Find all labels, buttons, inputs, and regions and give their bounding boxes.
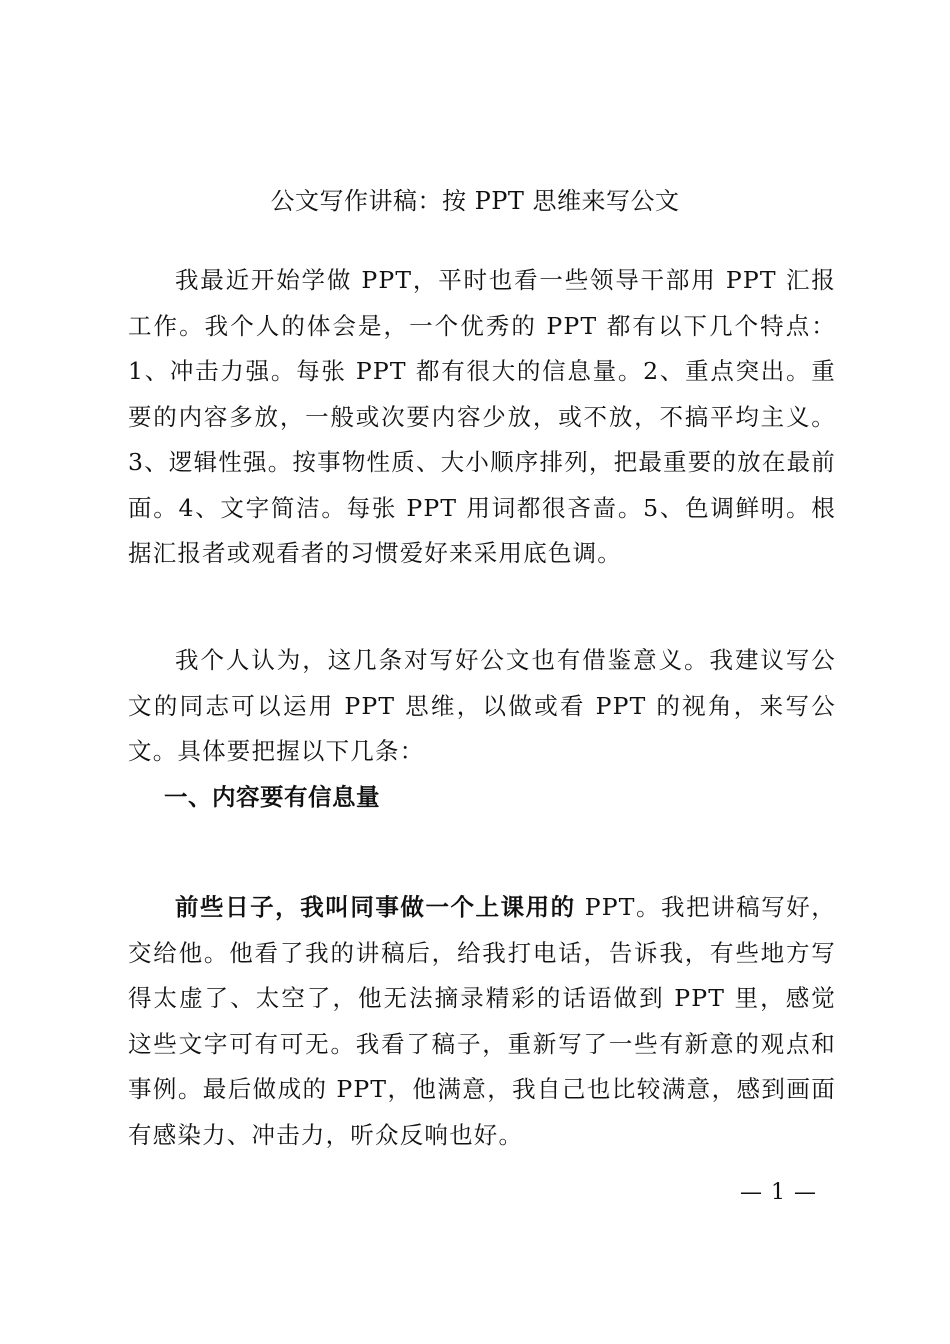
paragraph-anecdote-lead: 前些日子，我叫同事做一个上课用的 <box>175 893 576 921</box>
paragraph-ppt-features: 我最近开始学做 PPT，平时也看一些领导干部用 PPT 汇报工作。我个人的体会是，一个优秀的 PPT 都有以下几个特点：1、冲击力强。每张 PPT 都有很大的信息量。2、重点突出。重要的内容多放，一般或次要内容少放，或不放，不搞平均主义。3、逻辑性强。按事物性质、大小顺序排列，把最重要的放在最前面。4、文字简洁。每张 PPT 用词都很吝啬。5、色调鲜明。根据汇报者或观看者的习惯爱好来采用底色调。 <box>128 266 836 567</box>
paragraph-anecdote-body: PPT。我把讲稿写好，交给他。他看了我的讲稿后，给我打电话，告诉我，有些地方写得太虚了、太空了，他无法摘录精彩的话语做到 PPT 里，感觉这些文字可有可无。我看了稿子，重新写了一些有新意的观点和事例。最后做成的 PPT，他满意，我自己也比较满意，感到画面有感染力、冲击力，听众反响也好。 <box>128 893 837 1149</box>
section-heading-1: 一、内容要有信息量 <box>164 783 380 811</box>
paragraph-suggestion: 我个人认为，这几条对写好公文也有借鉴意义。我建议写公文的同志可以运用 PPT 思维，以做或看 PPT 的视角，来写公文。具体要把握以下几条： <box>128 646 836 765</box>
document-title: 公文写作讲稿：按 PPT 思维来写公文 <box>270 187 680 215</box>
page-number: — 1 — <box>740 1180 817 1205</box>
paragraph-anecdote <box>128 885 836 1158</box>
